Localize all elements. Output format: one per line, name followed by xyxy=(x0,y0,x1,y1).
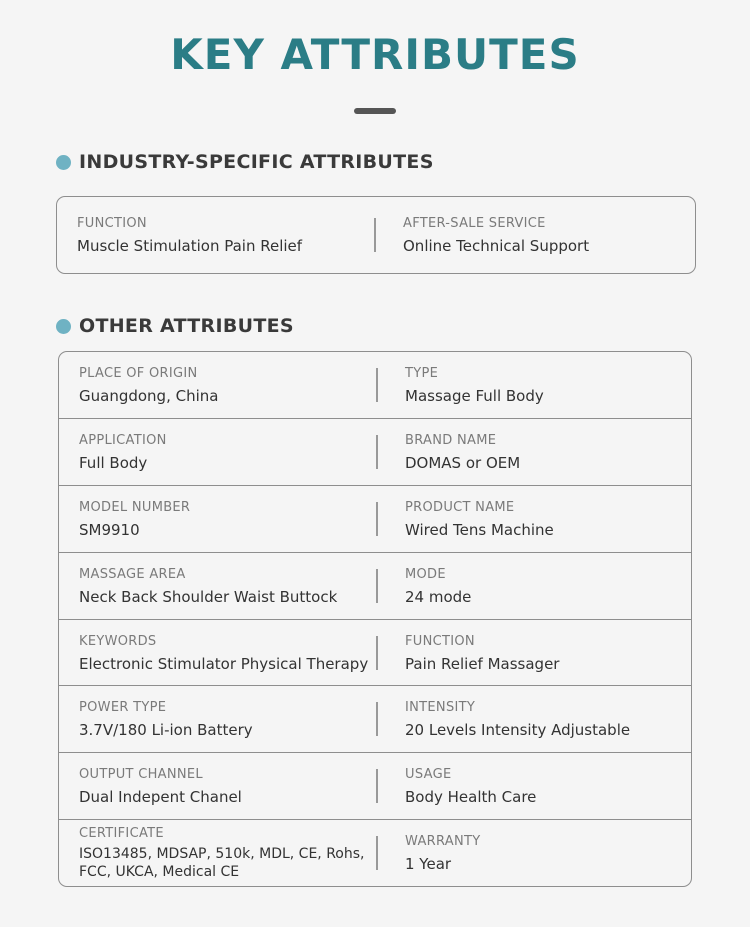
attribute-cell xyxy=(405,486,681,552)
bullet-dot-icon xyxy=(56,155,71,170)
attribute-value: Full Body xyxy=(79,454,148,472)
attribute-cell xyxy=(405,620,681,685)
attribute-value: DOMAS or OEM xyxy=(405,454,521,472)
attribute-value: Pain Relief Massager xyxy=(405,654,560,673)
attribute-cell xyxy=(405,553,681,619)
attribute-value: Neck Back Shoulder Waist Buttock xyxy=(79,588,338,606)
cell-divider xyxy=(376,502,378,536)
page-title: KEY ATTRIBUTES xyxy=(170,30,580,79)
attribute-label: OUTPUT CHANNEL xyxy=(79,767,203,782)
attribute-cell xyxy=(79,753,369,819)
attribute-cell xyxy=(79,820,369,886)
cell-divider xyxy=(376,702,378,736)
attribute-cell xyxy=(405,820,681,886)
attribute-label: APPLICATION xyxy=(79,433,167,448)
attribute-value: 24 mode xyxy=(405,588,472,606)
table-row xyxy=(59,352,691,419)
industry-attributes-table xyxy=(56,196,696,274)
cell-divider xyxy=(376,368,378,402)
cell-divider xyxy=(376,769,378,803)
attribute-value: Dual Indepent Chanel xyxy=(79,788,242,806)
attribute-label: POWER TYPE xyxy=(79,700,167,715)
cell-divider xyxy=(376,836,378,870)
attribute-cell xyxy=(405,352,681,418)
attribute-value: Massage Full Body xyxy=(405,387,544,405)
other-section-header xyxy=(56,312,294,340)
other-section-title: OTHER ATTRIBUTES xyxy=(79,315,294,337)
attribute-cell xyxy=(79,419,369,485)
attribute-label: USAGE xyxy=(405,767,452,782)
table-row xyxy=(59,419,691,486)
bullet-dot-icon xyxy=(56,319,71,334)
title-underline xyxy=(354,108,396,114)
attribute-label: MODEL NUMBER xyxy=(79,500,191,515)
attribute-cell xyxy=(405,419,681,485)
attribute-label: KEYWORDS xyxy=(79,633,157,649)
attribute-cell xyxy=(79,620,369,685)
industry-section-title: INDUSTRY-SPECIFIC ATTRIBUTES xyxy=(79,151,434,173)
attribute-value: Electronic Stimulator Physical Therapy xyxy=(79,654,369,673)
attribute-label: MODE xyxy=(405,567,446,582)
attribute-cell xyxy=(405,753,681,819)
attribute-label: TYPE xyxy=(405,366,439,381)
cell-divider xyxy=(376,569,378,603)
attribute-cell xyxy=(403,197,685,273)
table-row xyxy=(59,553,691,620)
table-row xyxy=(59,686,691,753)
attribute-cell xyxy=(79,553,369,619)
attribute-label: PLACE OF ORIGIN xyxy=(79,366,198,381)
attribute-value: Body Health Care xyxy=(405,788,537,806)
attribute-value: Online Technical Support xyxy=(403,237,590,255)
industry-section-header xyxy=(56,148,434,176)
attribute-value: Muscle Stimulation Pain Relief xyxy=(77,237,303,255)
attribute-cell xyxy=(405,686,681,752)
attribute-value: 20 Levels Intensity Adjustable xyxy=(405,721,631,739)
table-row xyxy=(59,486,691,553)
attribute-label: AFTER-SALE SERVICE xyxy=(403,216,546,231)
attribute-label: FUNCTION xyxy=(405,633,475,649)
other-attributes-table xyxy=(58,351,692,887)
attribute-label: WARRANTY xyxy=(405,834,481,849)
attribute-value: Wired Tens Machine xyxy=(405,521,554,539)
attribute-label: FUNCTION xyxy=(77,216,147,231)
table-row xyxy=(57,197,695,273)
cell-divider xyxy=(376,435,378,469)
table-row xyxy=(59,820,691,886)
attribute-cell xyxy=(79,686,369,752)
attribute-cell xyxy=(79,486,369,552)
attribute-cell xyxy=(77,197,367,273)
attribute-value: SM9910 xyxy=(79,521,140,539)
attribute-label: BRAND NAME xyxy=(405,433,497,448)
cell-divider xyxy=(376,636,378,670)
attribute-label: MASSAGE AREA xyxy=(79,567,186,582)
cell-divider xyxy=(374,218,376,252)
table-row xyxy=(59,620,691,686)
attribute-cell xyxy=(79,352,369,418)
attribute-value: 3.7V/180 Li-ion Battery xyxy=(79,721,253,739)
attribute-label: PRODUCT NAME xyxy=(405,500,515,515)
table-row xyxy=(59,753,691,820)
attribute-label: INTENSITY xyxy=(405,700,476,715)
attribute-label: CERTIFICATE xyxy=(79,826,164,841)
attribute-value: Guangdong, China xyxy=(79,387,219,405)
attribute-value: 1 Year xyxy=(405,855,452,873)
attribute-value: ISO13485, MDSAP, 510k, MDL, CE, Rohs, FCC, UKCA, Medical CE xyxy=(79,846,365,880)
